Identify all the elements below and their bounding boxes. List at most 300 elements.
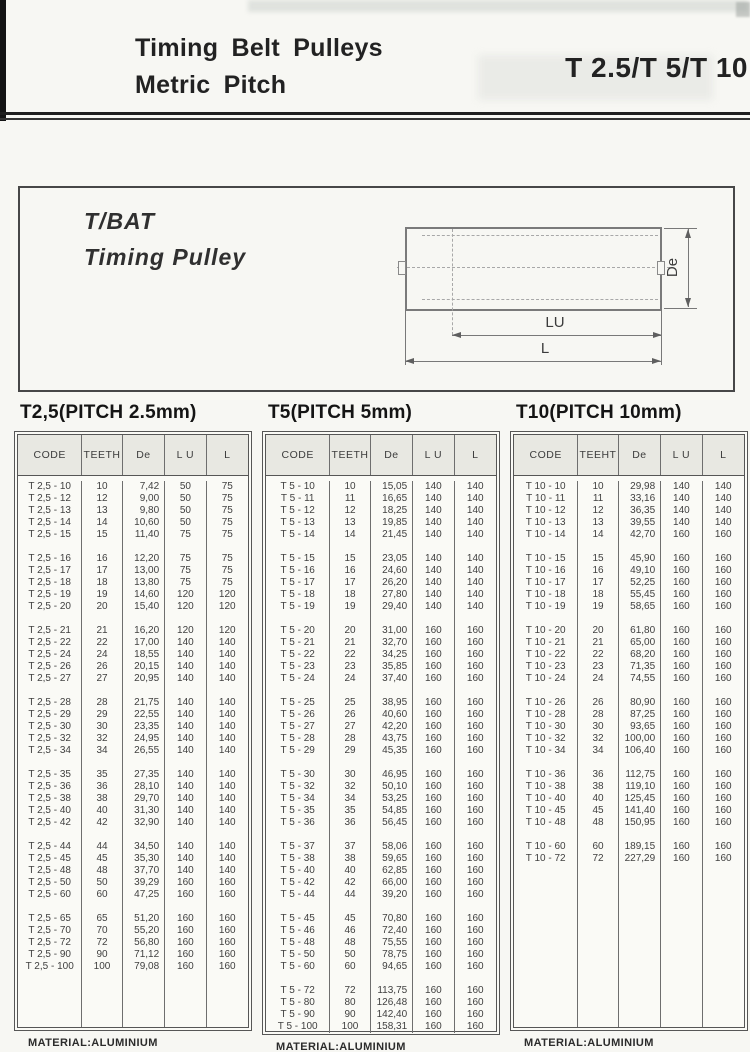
table-row bbox=[266, 721, 496, 733]
table-cell bbox=[703, 613, 744, 625]
table-cell: 72 bbox=[330, 985, 370, 997]
table-cell: T 5 - 45 bbox=[266, 913, 330, 925]
table-cell: 55,20 bbox=[123, 925, 166, 937]
table-cell: 21 bbox=[82, 625, 122, 637]
table-cell: 120 bbox=[218, 625, 236, 636]
table-row bbox=[514, 637, 744, 649]
table-row bbox=[514, 589, 744, 601]
table-cell: 160 bbox=[714, 793, 732, 804]
table-cell: 50 bbox=[165, 493, 206, 505]
table-cell: 30 bbox=[82, 721, 122, 733]
table-cell bbox=[123, 757, 166, 769]
table-cell: 39,29 bbox=[123, 877, 166, 889]
table-cell: T 10 - 26 bbox=[514, 697, 578, 709]
table-body bbox=[18, 476, 248, 1027]
table-cell: 27 bbox=[330, 721, 370, 733]
table-cell: 140 bbox=[165, 733, 206, 745]
table-cell: 75 bbox=[221, 517, 233, 528]
table-row bbox=[514, 517, 744, 529]
table-cell: 140 bbox=[218, 793, 236, 804]
table-cell: 160 bbox=[714, 841, 732, 852]
table-cell: 100 bbox=[330, 1021, 370, 1033]
table-cell: 44 bbox=[82, 841, 122, 853]
spacer-row bbox=[514, 829, 744, 841]
table-row bbox=[266, 841, 496, 853]
center-line bbox=[397, 267, 670, 268]
series-badge: T 2.5/T 5/T 10 bbox=[565, 52, 748, 83]
table-row bbox=[266, 961, 496, 973]
pulley-table-t5 bbox=[262, 431, 500, 1035]
table-cell: 75 bbox=[165, 577, 206, 589]
table-cell bbox=[330, 757, 370, 769]
table-cell: T 5 - 44 bbox=[266, 889, 330, 901]
table-cell: 34 bbox=[330, 793, 370, 805]
table-cell: 59,65 bbox=[371, 853, 414, 865]
table-cell: 120 bbox=[165, 601, 206, 613]
spacer-row bbox=[514, 757, 744, 769]
table-cell: 140 bbox=[218, 781, 236, 792]
table-cell: 75 bbox=[165, 529, 206, 541]
table-row bbox=[18, 553, 248, 565]
table-cell: 160 bbox=[466, 961, 484, 972]
table-cell: 42 bbox=[82, 817, 122, 829]
table-cell: 140 bbox=[165, 805, 206, 817]
table-cell: T 2,5 - 32 bbox=[18, 733, 82, 745]
table-cell: 160 bbox=[466, 733, 484, 744]
table-row bbox=[18, 745, 248, 757]
table-cell: T 2,5 - 34 bbox=[18, 745, 82, 757]
table-cell bbox=[165, 829, 206, 841]
table-section-t10 bbox=[510, 402, 748, 1049]
table-cell: 55,45 bbox=[619, 589, 662, 601]
table-cell: 140 bbox=[165, 817, 206, 829]
table-cell: T 10 - 24 bbox=[514, 673, 578, 685]
table-cell: 75 bbox=[221, 481, 233, 492]
column-header-l-u: L U bbox=[661, 435, 702, 475]
table-cell: T 10 - 21 bbox=[514, 637, 578, 649]
table-cell: 113,75 bbox=[371, 985, 414, 997]
table-cell: 160 bbox=[714, 577, 732, 588]
table-cell: 160 bbox=[218, 925, 236, 936]
table-cell: 40 bbox=[330, 865, 370, 877]
table-cell: 14,60 bbox=[123, 589, 166, 601]
table-cell: 160 bbox=[413, 661, 454, 673]
table-cell: 14 bbox=[578, 529, 618, 541]
table-cell: 160 bbox=[413, 889, 454, 901]
material-note: MATERIAL:ALUMINIUM bbox=[524, 1037, 654, 1049]
table-cell: 112,75 bbox=[619, 769, 662, 781]
l-extension-right bbox=[661, 309, 662, 365]
table-cell: 100 bbox=[82, 961, 122, 973]
table-cell: 65,00 bbox=[619, 637, 662, 649]
table-cell: 140 bbox=[218, 721, 236, 732]
spacer-row bbox=[514, 541, 744, 553]
table-cell: 140 bbox=[661, 481, 702, 493]
table-cell: 46,95 bbox=[371, 769, 414, 781]
table-cell: 160 bbox=[413, 841, 454, 853]
table-cell: 20 bbox=[82, 601, 122, 613]
table-row bbox=[514, 733, 744, 745]
table-cell bbox=[123, 973, 166, 1027]
table-cell: 75 bbox=[221, 553, 233, 564]
column-header-teeth: TEETH bbox=[330, 435, 370, 475]
table-row bbox=[18, 517, 248, 529]
table-cell: 18 bbox=[330, 589, 370, 601]
table-cell: 160 bbox=[218, 877, 236, 888]
table-cell: T 5 - 28 bbox=[266, 733, 330, 745]
table-cell: T 10 - 23 bbox=[514, 661, 578, 673]
table-cell: 75,55 bbox=[371, 937, 414, 949]
table-cell: 20 bbox=[578, 625, 618, 637]
dim-label-de: De bbox=[664, 257, 682, 278]
table-row bbox=[514, 841, 744, 853]
table-cell: 160 bbox=[413, 817, 454, 829]
table-cell bbox=[661, 829, 702, 841]
table-cell: T 10 - 20 bbox=[514, 625, 578, 637]
table-cell: 75 bbox=[221, 493, 233, 504]
table-cell: 140 bbox=[466, 481, 484, 492]
table-cell: 45,90 bbox=[619, 553, 662, 565]
table-cell: 140 bbox=[165, 745, 206, 757]
l-extension-left bbox=[405, 309, 406, 365]
table-cell bbox=[371, 757, 414, 769]
table-cell: 66,00 bbox=[371, 877, 414, 889]
table-cell bbox=[330, 829, 370, 841]
table-cell: 140 bbox=[218, 673, 236, 684]
table-cell: 160 bbox=[466, 1009, 484, 1020]
column-header-code: CODE bbox=[514, 435, 578, 475]
table-cell: 160 bbox=[165, 877, 206, 889]
table-cell bbox=[514, 757, 578, 769]
table-cell: T 10 - 16 bbox=[514, 565, 578, 577]
table-cell: 140 bbox=[218, 853, 236, 864]
table-cell bbox=[661, 757, 702, 769]
table-cell: 30 bbox=[578, 721, 618, 733]
table-cell: 158,31 bbox=[371, 1021, 414, 1033]
diagram-panel bbox=[18, 186, 735, 392]
table-cell: 140 bbox=[165, 637, 206, 649]
table-cell: 35,85 bbox=[371, 661, 414, 673]
table-cell: 58,06 bbox=[371, 841, 414, 853]
table-cell: 62,85 bbox=[371, 865, 414, 877]
table-cell: T 2,5 - 27 bbox=[18, 673, 82, 685]
table-cell bbox=[619, 757, 662, 769]
table-cell: 140 bbox=[413, 589, 454, 601]
table-cell: 32 bbox=[82, 733, 122, 745]
filler-row bbox=[514, 865, 744, 1027]
table-cell: 140 bbox=[413, 577, 454, 589]
table-cell: 25 bbox=[330, 697, 370, 709]
table-cell bbox=[661, 865, 702, 1027]
table-cell: 35,30 bbox=[123, 853, 166, 865]
table-cell bbox=[165, 613, 206, 625]
de-dimension-line bbox=[688, 229, 689, 307]
header-rule-thin bbox=[0, 118, 750, 120]
table-cell: 29,98 bbox=[619, 481, 662, 493]
table-cell: 140 bbox=[714, 493, 732, 504]
table-cell: 140 bbox=[218, 649, 236, 660]
table-cell bbox=[165, 685, 206, 697]
spacer-row bbox=[514, 613, 744, 625]
table-cell: 141,40 bbox=[619, 805, 662, 817]
table-row bbox=[266, 877, 496, 889]
table-cell: 40,60 bbox=[371, 709, 414, 721]
table-cell: 36 bbox=[82, 781, 122, 793]
table-cell: 68,20 bbox=[619, 649, 662, 661]
table-cell: T 5 - 32 bbox=[266, 781, 330, 793]
table-row bbox=[514, 493, 744, 505]
table-cell bbox=[266, 901, 330, 913]
table-row bbox=[18, 853, 248, 865]
table-row bbox=[18, 577, 248, 589]
table-cell: 160 bbox=[714, 553, 732, 564]
table-cell: 75 bbox=[165, 565, 206, 577]
table-cell: 160 bbox=[466, 661, 484, 672]
table-row bbox=[266, 673, 496, 685]
table-row bbox=[18, 925, 248, 937]
column-header-de: De bbox=[123, 435, 166, 475]
table-cell: 140 bbox=[218, 817, 236, 828]
table-row bbox=[266, 697, 496, 709]
table-cell: 80 bbox=[330, 997, 370, 1009]
table-cell: T 5 - 12 bbox=[266, 505, 330, 517]
table-cell: 32 bbox=[330, 781, 370, 793]
table-cell: 48 bbox=[330, 937, 370, 949]
table-cell: 160 bbox=[466, 697, 484, 708]
table-cell: 160 bbox=[218, 937, 236, 948]
table-cell: T 5 - 30 bbox=[266, 769, 330, 781]
table-cell: 100,00 bbox=[619, 733, 662, 745]
table-cell: 160 bbox=[714, 817, 732, 828]
spacer-row bbox=[266, 613, 496, 625]
table-row bbox=[514, 553, 744, 565]
table-cell: 160 bbox=[413, 805, 454, 817]
table-row bbox=[18, 493, 248, 505]
table-row bbox=[266, 709, 496, 721]
spacer-row bbox=[266, 973, 496, 985]
table-row bbox=[514, 721, 744, 733]
table-row bbox=[266, 925, 496, 937]
table-cell: 24,95 bbox=[123, 733, 166, 745]
table-cell: 42 bbox=[330, 877, 370, 889]
table-cell: T 5 - 29 bbox=[266, 745, 330, 757]
table-cell: 47,25 bbox=[123, 889, 166, 901]
table-cell: 120 bbox=[218, 601, 236, 612]
table-cell: T 10 - 11 bbox=[514, 493, 578, 505]
table-row bbox=[18, 721, 248, 733]
column-header-de: De bbox=[371, 435, 414, 475]
table-row bbox=[18, 649, 248, 661]
table-cell: 160 bbox=[661, 745, 702, 757]
table-cell: T 10 - 36 bbox=[514, 769, 578, 781]
table-row bbox=[514, 817, 744, 829]
page-title-line2: Metric Pitch bbox=[135, 71, 287, 99]
table-cell bbox=[661, 613, 702, 625]
table-cell: 140 bbox=[466, 505, 484, 516]
lu-extension-line bbox=[452, 229, 453, 335]
table-cell: 140 bbox=[218, 733, 236, 744]
tooth-root-line-bottom bbox=[422, 299, 658, 300]
table-cell: 160 bbox=[661, 853, 702, 865]
table-cell: 140 bbox=[466, 493, 484, 504]
table-cell: 32 bbox=[578, 733, 618, 745]
table-cell: 150,95 bbox=[619, 817, 662, 829]
table-cell: T 10 - 30 bbox=[514, 721, 578, 733]
table-cell bbox=[578, 685, 618, 697]
table-section-t5 bbox=[262, 402, 500, 1052]
table-cell: 160 bbox=[413, 745, 454, 757]
table-row bbox=[266, 793, 496, 805]
table-cell: T 5 - 24 bbox=[266, 673, 330, 685]
table-cell bbox=[413, 541, 454, 553]
table-row bbox=[18, 673, 248, 685]
table-cell: 140 bbox=[218, 769, 236, 780]
table-cell: 227,29 bbox=[619, 853, 662, 865]
table-cell: 160 bbox=[661, 601, 702, 613]
table-row bbox=[18, 841, 248, 853]
table-cell bbox=[661, 541, 702, 553]
table-cell: 90 bbox=[82, 949, 122, 961]
table-cell: 48 bbox=[578, 817, 618, 829]
table-cell: 160 bbox=[661, 553, 702, 565]
table-cell: 140 bbox=[165, 649, 206, 661]
table-body bbox=[514, 476, 744, 1027]
column-header-l-u: L U bbox=[413, 435, 454, 475]
table-cell: T 2,5 - 45 bbox=[18, 853, 82, 865]
table-cell: 34 bbox=[82, 745, 122, 757]
table-cell: T 5 - 35 bbox=[266, 805, 330, 817]
table-cell: 160 bbox=[165, 925, 206, 937]
table-cell bbox=[123, 829, 166, 841]
table-cell: 75 bbox=[221, 529, 233, 540]
table-cell: 160 bbox=[413, 733, 454, 745]
table-cell: T 2,5 - 36 bbox=[18, 781, 82, 793]
table-cell: 22 bbox=[82, 637, 122, 649]
table-cell: 140 bbox=[466, 601, 484, 612]
table-row bbox=[18, 961, 248, 973]
table-row bbox=[514, 577, 744, 589]
table-row bbox=[514, 625, 744, 637]
table-cell: 16 bbox=[578, 565, 618, 577]
table-cell bbox=[82, 829, 122, 841]
table-cell: T 10 - 34 bbox=[514, 745, 578, 757]
column-header-l: L bbox=[472, 449, 479, 461]
table-cell: 21,45 bbox=[371, 529, 414, 541]
table-row bbox=[18, 601, 248, 613]
table-cell: 50 bbox=[330, 949, 370, 961]
table-cell: 9,80 bbox=[123, 505, 166, 517]
table-cell bbox=[18, 613, 82, 625]
table-cell: 15 bbox=[330, 553, 370, 565]
table-cell bbox=[123, 541, 166, 553]
table-cell: 70,80 bbox=[371, 913, 414, 925]
table-cell: 29 bbox=[330, 745, 370, 757]
table-cell: T 5 - 40 bbox=[266, 865, 330, 877]
table-row bbox=[266, 889, 496, 901]
table-cell bbox=[514, 613, 578, 625]
table-cell: 27,35 bbox=[123, 769, 166, 781]
table-cell: 142,40 bbox=[371, 1009, 414, 1021]
table-cell bbox=[371, 973, 414, 985]
table-cell bbox=[578, 829, 618, 841]
table-cell: 15 bbox=[82, 529, 122, 541]
table-cell: 160 bbox=[466, 949, 484, 960]
table-cell bbox=[455, 541, 496, 553]
table-row bbox=[18, 733, 248, 745]
table-cell: 93,65 bbox=[619, 721, 662, 733]
table-cell bbox=[165, 901, 206, 913]
table-cell: 36 bbox=[330, 817, 370, 829]
table-row bbox=[18, 889, 248, 901]
table-row bbox=[514, 853, 744, 865]
table-cell: 140 bbox=[466, 529, 484, 540]
table-cell: T 10 - 60 bbox=[514, 841, 578, 853]
table-cell: 28,10 bbox=[123, 781, 166, 793]
table-cell bbox=[703, 685, 744, 697]
table-row bbox=[18, 697, 248, 709]
table-cell bbox=[207, 613, 248, 625]
table-cell: 140 bbox=[165, 769, 206, 781]
table-cell: 140 bbox=[661, 505, 702, 517]
table-cell: 13 bbox=[578, 517, 618, 529]
table-cell: 72 bbox=[578, 853, 618, 865]
table-cell bbox=[619, 541, 662, 553]
table-cell: 160 bbox=[661, 637, 702, 649]
spacer-row bbox=[18, 901, 248, 913]
table-row bbox=[18, 913, 248, 925]
tooth-root-line-top bbox=[422, 235, 658, 236]
table-cell: 42,20 bbox=[371, 721, 414, 733]
table-cell: 12,20 bbox=[123, 553, 166, 565]
table-cell: T 5 - 90 bbox=[266, 1009, 330, 1021]
table-cell: 28 bbox=[330, 733, 370, 745]
table-cell bbox=[266, 973, 330, 985]
table-cell: 106,40 bbox=[619, 745, 662, 757]
table-cell: 45,35 bbox=[371, 745, 414, 757]
table-cell: 160 bbox=[466, 1021, 484, 1032]
table-cell: 160 bbox=[413, 997, 454, 1009]
de-extension-top bbox=[664, 228, 697, 229]
table-cell: 160 bbox=[466, 673, 484, 684]
table-cell: 54,85 bbox=[371, 805, 414, 817]
table-cell bbox=[165, 973, 206, 1027]
table-cell: 15,40 bbox=[123, 601, 166, 613]
table-cell bbox=[18, 685, 82, 697]
table-cell bbox=[413, 901, 454, 913]
table-cell: 160 bbox=[661, 841, 702, 853]
lu-dimension-line bbox=[452, 335, 662, 336]
table-cell: 18 bbox=[578, 589, 618, 601]
table-cell: 17,00 bbox=[123, 637, 166, 649]
table-cell: 26 bbox=[330, 709, 370, 721]
table-cell: 160 bbox=[714, 673, 732, 684]
table-cell: T 5 - 37 bbox=[266, 841, 330, 853]
column-header-l-u: L U bbox=[165, 435, 206, 475]
table-row bbox=[514, 649, 744, 661]
table-cell: 10 bbox=[82, 481, 122, 493]
table-cell: T 10 - 13 bbox=[514, 517, 578, 529]
table-cell: 18 bbox=[82, 577, 122, 589]
table-cell: 160 bbox=[466, 877, 484, 888]
table-cell bbox=[82, 901, 122, 913]
table-cell: 9,00 bbox=[123, 493, 166, 505]
l-dimension-line bbox=[405, 361, 661, 362]
table-row bbox=[266, 769, 496, 781]
table-cell: 160 bbox=[661, 769, 702, 781]
table-cell: 40 bbox=[82, 805, 122, 817]
table-row bbox=[514, 697, 744, 709]
table-cell: 120 bbox=[218, 589, 236, 600]
